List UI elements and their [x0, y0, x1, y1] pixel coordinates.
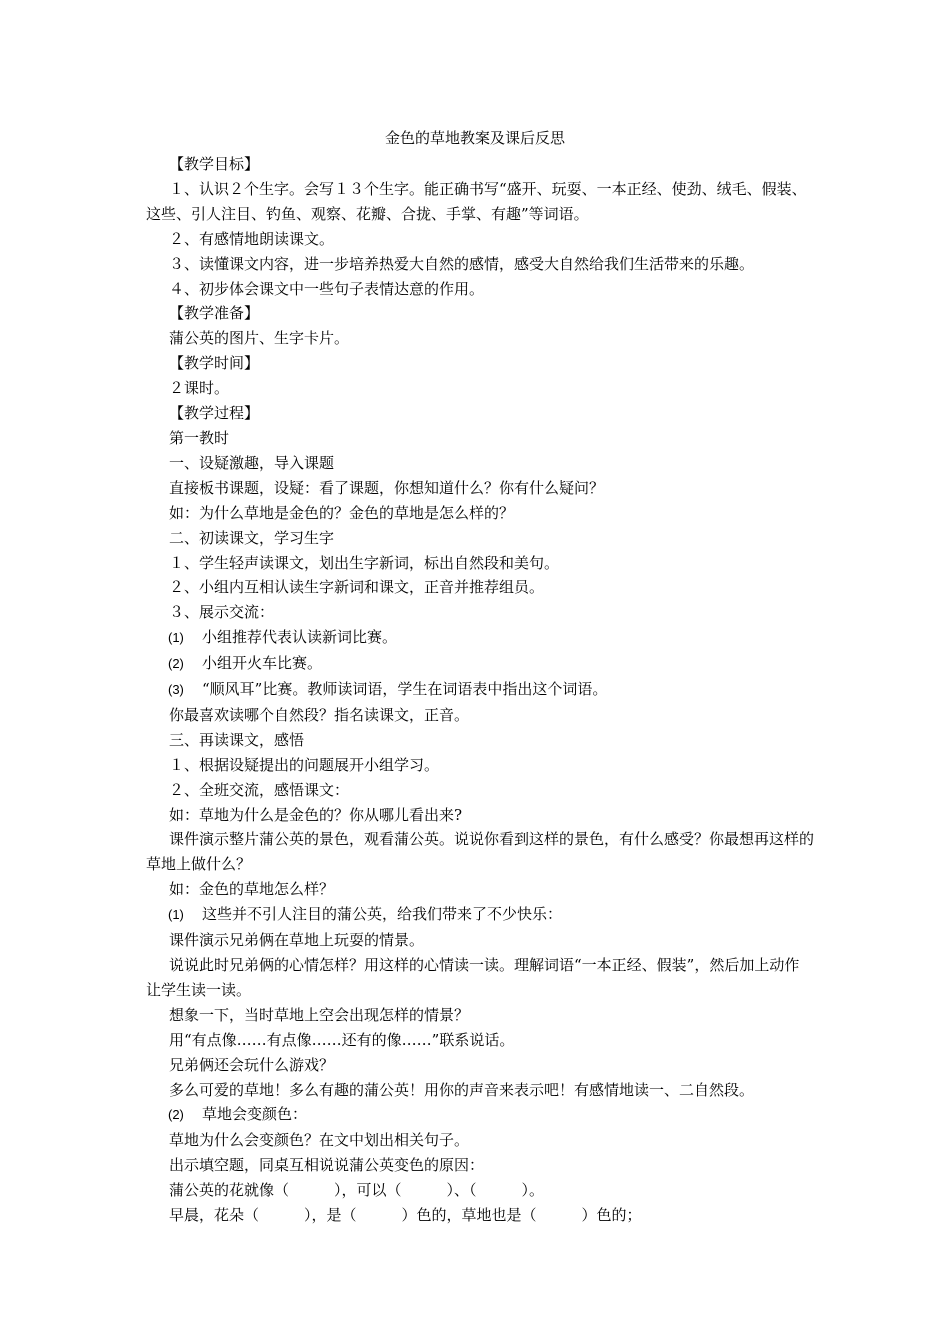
paragraph: 草地为什么会变颜色？在文中划出相关句子。	[169, 1131, 470, 1150]
paragraph: 早晨，花朵（ ），是（ ）色的，草地也是（ ）色的；	[169, 1206, 642, 1225]
paragraph: 【教学目标】	[169, 155, 260, 173]
numbered-paragraph	[146, 1102, 814, 1128]
paragraph: １、学生轻声读课文，划出生字新词，标出自然段和美句。	[169, 553, 560, 572]
paragraph: 想象一下，当时草地上空会出现怎样的情景？	[169, 1005, 470, 1024]
paragraph-text: 这些并不引人注目的蒲公英，给我们带来了不少快乐：	[202, 905, 563, 924]
paragraph-text: 小组开火车比赛。	[202, 654, 323, 673]
numbered-paragraph	[146, 902, 814, 928]
paragraph: ２课时。	[169, 379, 230, 398]
numbered-paragraph	[146, 677, 814, 703]
paragraph-text: 草地会变颜色：	[202, 1105, 308, 1124]
paragraph: ３、读懂课文内容，进一步培养热爱大自然的感情，感受大自然给我们生活带来的乐趣。	[169, 254, 755, 273]
paragraph-text: 小组推荐代表认读新词比赛。	[202, 628, 398, 647]
paragraph-text: “顺风耳”比赛。教师读词语，学生在词语表中指出这个词语。	[202, 680, 608, 699]
paragraph: ２、有感情地朗读课文。	[169, 229, 335, 248]
paragraph: ２、全班交流，感悟课文：	[169, 780, 350, 799]
paragraph: １、根据设疑提出的问题展开小组学习。	[169, 755, 440, 774]
paragraph: 三、再读课文，感悟	[169, 730, 305, 749]
paragraph: 一、设疑激趣，导入课题	[169, 453, 335, 472]
paragraph: ３、展示交流：	[169, 603, 275, 622]
item-number: (1)	[168, 630, 184, 646]
item-number: (3)	[168, 682, 184, 698]
paragraph: 用“有点像……有点像……还有的像……”联系说话。	[169, 1030, 515, 1049]
paragraph: 兄弟俩还会玩什么游戏？	[169, 1055, 335, 1074]
paragraph: 如：金色的草地怎么样？	[169, 880, 335, 899]
document-title: 金色的草地教案及课后反思	[384, 129, 565, 147]
numbered-paragraph	[146, 651, 814, 677]
paragraph: 课件演示兄弟俩在草地上玩耍的情景。	[169, 931, 425, 950]
paragraph: 【教学准备】	[169, 304, 260, 323]
numbered-paragraph	[146, 625, 814, 651]
paragraph: 二、初读课文，学习生字	[169, 528, 335, 547]
paragraph: 第一教时	[169, 428, 230, 447]
paragraph: 课件演示整片蒲公英的景色，观看蒲公英。说说你看到这样的景色，有什么感受？你最想再这样的草地上做什么？	[146, 830, 815, 874]
paragraph: ４、初步体会课文中一些句子表情达意的作用。	[169, 279, 485, 298]
item-number: (2)	[168, 1107, 184, 1123]
paragraph: １、认识２个生字。会写１３个生字。能正确书写“盛开、玩耍、一本正经、使劲、绒毛、假装、这些、引人注目、钓鱼、观察、花瓣、合拢、手掌、有趣”等词语。	[146, 179, 807, 223]
paragraph: 你最喜欢读哪个自然段？指名读课文，正音。	[169, 705, 470, 724]
paragraph: 说说此时兄弟俩的心情怎样？用这样的心情读一读。理解词语“一本正经、假装”，然后加上动作让学生读一读。	[146, 956, 800, 999]
item-number: (1)	[168, 907, 184, 923]
document-body	[146, 152, 814, 1228]
paragraph: 【教学时间】	[169, 354, 260, 373]
paragraph: 蒲公英的图片、生字卡片。	[169, 329, 350, 348]
paragraph: 多么可爱的草地！多么有趣的蒲公英！用你的声音来表示吧！有感情地读一、二自然段。	[169, 1080, 755, 1099]
paragraph: 出示填空题，同桌互相说说蒲公英变色的原因：	[169, 1156, 485, 1175]
paragraph: 蒲公英的花就像（ ），可以（ ）、（ ）。	[169, 1181, 545, 1200]
item-number: (2)	[168, 656, 184, 672]
paragraph: 如：草地为什么是金色的？你从哪儿看出来?	[169, 805, 463, 824]
paragraph: ２、小组内互相认读生字新词和课文，正音并推荐组员。	[169, 578, 545, 597]
paragraph: 如：为什么草地是金色的？金色的草地是怎么样的？	[169, 503, 515, 522]
paragraph: 直接板书课题，设疑：看了课题，你想知道什么？你有什么疑问？	[169, 478, 605, 497]
paragraph: 【教学过程】	[169, 404, 260, 423]
